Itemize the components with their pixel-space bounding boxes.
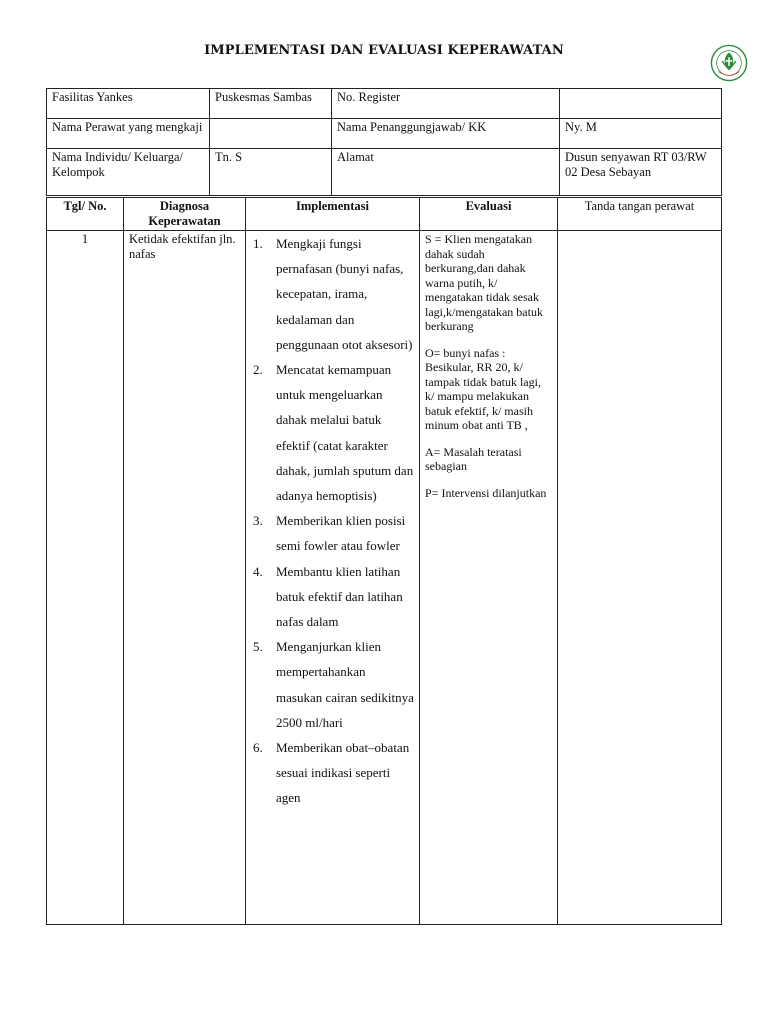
signature-cell <box>558 231 722 925</box>
row-diagnosis: Ketidak efektifan jln. nafas <box>124 231 246 925</box>
list-item: 6. Memberikan obat–obatan sesuai indikasi seperti agen <box>253 740 410 806</box>
address-value: Dusun senyawan RT 03/RW 02 Desa Sebayan <box>560 149 722 196</box>
list-item: 5. Menganjurkan klien mempertahankan masukan cairan sedikitnya 2500 ml/hari <box>253 639 414 730</box>
guardian-label: Nama Penanggungjawab/ KK <box>332 119 560 149</box>
header-evaluation: Evaluasi <box>420 198 558 231</box>
register-label: No. Register <box>332 89 560 119</box>
implementation-evaluation-table <box>46 88 722 196</box>
evaluation-plan: P= Intervensi dilanjutkan <box>425 485 547 500</box>
list-item: 2. Mencatat kemampuan untuk mengeluarkan dahak melalui batuk efektif (catat karakter dahak, jumlah sputum dan adanya hemoptisis) <box>253 362 414 504</box>
care-table <box>46 197 722 925</box>
nurse-value <box>210 119 332 149</box>
guardian-value: Ny. M <box>560 119 722 149</box>
facility-label: Fasilitas Yankes <box>47 89 210 119</box>
header-diagnosis: Diagnosa Keperawatan <box>124 198 246 231</box>
implementation-list <box>251 231 414 811</box>
evaluation-objective: O= bunyi nafas : Besikular, RR 20, k/ tampak tidak batuk lagi, k/ mampu melakukan batuk efektif, k/ masih minum obat anti TB , <box>425 345 541 432</box>
list-item: 1. Mengkaji fungsi pernafasan (bunyi nafas, kecepatan, irama, kedalaman dan penggunaan otot aksesori) <box>253 236 413 352</box>
evaluation-subjective: S = Klien mengatakan dahak sudah berkurang,dan dahak warna putih, k/ mengatakan tidak sesak lagi,k/mengatakan batuk berkurang <box>425 232 543 333</box>
evaluation-assessment: A= Masalah teratasi sebagian <box>425 444 522 473</box>
list-item: 4. Membantu klien latihan batuk efektif dan latihan nafas dalam <box>253 563 403 630</box>
list-item: 3. Memberikan klien posisi semi fowler atau fowler <box>253 513 406 554</box>
nurse-label: Nama Perawat yang mengkaji <box>47 119 210 149</box>
header-signature: Tanda tangan perawat <box>558 198 722 231</box>
table-row <box>47 231 722 925</box>
page-title: IMPLEMENTASI DAN EVALUASI KEPERAWATAN <box>204 43 564 58</box>
kemenkes-logo-icon <box>710 44 748 82</box>
individual-label: Nama Individu/ Keluarga/ Kelompok <box>47 149 210 196</box>
address-label: Alamat <box>332 149 560 196</box>
individual-value: Tn. S <box>210 149 332 196</box>
header-no: Tgl/ No. <box>47 198 124 231</box>
row-no: 1 <box>47 231 124 925</box>
register-value <box>560 89 722 119</box>
header-implementation: Implementasi <box>246 198 420 231</box>
facility-value: Puskesmas Sambas <box>210 89 332 119</box>
evaluation-cell <box>420 231 558 925</box>
